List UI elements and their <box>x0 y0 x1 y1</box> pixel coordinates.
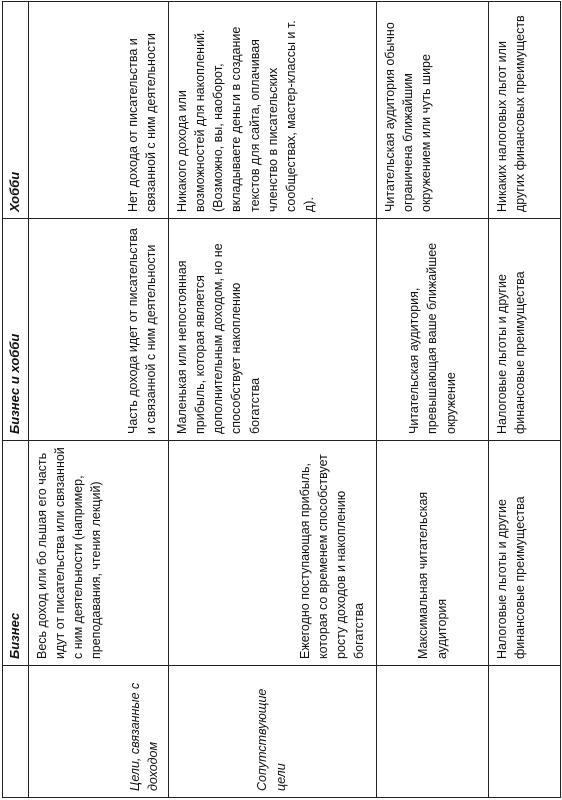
table-cell: Никакого дохода или возможностей для накоплений. (Возможно, вы, наоборот, вкладываете деньги в создание текстов для сайта, оплачивая членство в писательских сообществах, мастер-классы и т. д). <box>169 2 377 219</box>
table-cell: Налоговые льготы и другие финансовые преимущества <box>489 219 561 441</box>
table-cell: Читательская аудитория обычно ограничена ближайшим окружением или чуть шире <box>377 2 489 219</box>
table-row-tax-benefits <box>489 2 561 798</box>
header-cell-empty <box>3 666 29 798</box>
row-label-empty <box>489 666 561 798</box>
table-cell: Ежегодно поступающая прибыль, которая со временем способствует росту доходов и накоплению богатства <box>169 441 377 666</box>
table-row-audience <box>377 2 489 798</box>
table-cell: Максимальная читательская аудитория <box>377 441 489 666</box>
row-label-related-goals: Сопутствующие цели <box>169 666 377 798</box>
row-label-income-goals: Цели, связанные с доходом <box>29 666 169 798</box>
table-cell: Маленькая или непостоянная прибыль, которая является дополнительным доходом, но не способствует накоплению богатства <box>169 219 377 441</box>
header-cell-business-and-hobby: Бизнес и хобби <box>3 219 29 441</box>
table-cell: Нет дохода от писательства и связанной с ним деятельности <box>29 2 169 219</box>
table-row-income-goals <box>29 2 169 798</box>
comparison-table <box>2 1 561 798</box>
header-cell-business: Бизнес <box>3 441 29 666</box>
table-cell: Читательская аудитория, превышающая ваше ближайшее окружение <box>377 219 489 441</box>
table-cell: Налоговые льготы и другие финансовые преимущества <box>489 441 561 666</box>
table-cell: Никаких налоговых льгот или других финансовых преимуществ <box>489 2 561 219</box>
table-cell: Весь доход или бо льшая его часть идут от писательства или связанной с ним деятельности (например, преподавания, чтения лекций) <box>29 441 169 666</box>
table-row-related-goals <box>169 2 377 798</box>
header-row <box>3 2 29 798</box>
table-cell: Часть дохода идет от писательства и связанной с ним деятельности <box>29 219 169 441</box>
row-label-empty <box>377 666 489 798</box>
header-cell-hobby: Хобби <box>3 2 29 219</box>
